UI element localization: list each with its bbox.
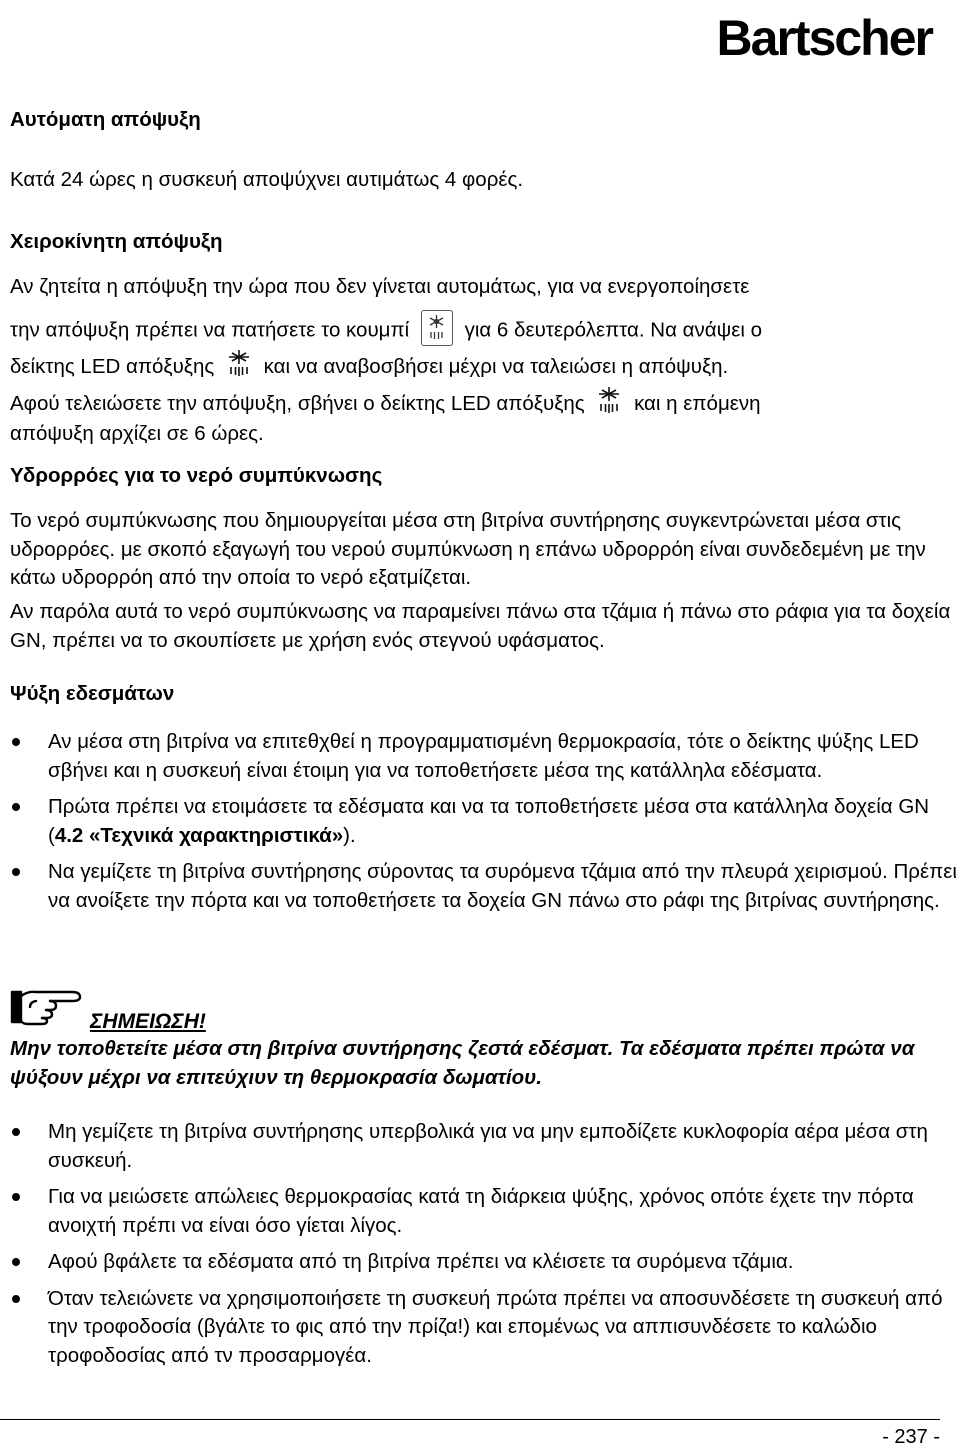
pointing-hand-icon bbox=[10, 988, 86, 1028]
heading-manual-defrost: Χειροκίνητη απόψυξη bbox=[10, 230, 223, 253]
manual-line-2 bbox=[10, 316, 955, 346]
manual-line-3a: δείκτης LED απόξυξης bbox=[10, 355, 215, 378]
page-number: - 237 - bbox=[0, 1419, 940, 1449]
manual-line-3b: και να αναβοσβήσει μέχρι να ταλειώσει η απόψυξη. bbox=[263, 355, 729, 378]
snowflake-drip-icon bbox=[224, 348, 254, 378]
heading-cooling: Ψύξη εδεσμάτων bbox=[10, 682, 175, 705]
note-body: Μην τοποθετείτε μέσα στη βιτρίνα συντήρησης ζεστά εδέσματ. Τα εδέσματα πρέπει πρώτα να ψύξουν μέχρι να επιτεύχιυν τη θερμοκρασία δωματίου. bbox=[10, 1037, 915, 1089]
snowflake-drip-icon bbox=[594, 385, 624, 415]
list-item: Μη γεμίζετε τη βιτρίνα συντήρησης υπερβολικά για να μην εμποδίζετε κυκλοφορία αέρα μέσα στη συσκευή. bbox=[10, 1118, 960, 1175]
auto-defrost-text: Κατά 24 ώρες η συσκευή αποψύχνει αυτιμάτως 4 φορές. bbox=[10, 168, 524, 191]
manual-line-3 bbox=[10, 353, 955, 382]
manual-line-1: Αν ζητείτα η απόψυξη την ώρα που δεν γίνεται αυτομάτως, για να ενεργοποίησετε bbox=[10, 275, 750, 298]
manual-line-2a: την απόψυξη πρέπει να πατήσετε το κουμπί bbox=[10, 318, 410, 342]
cooling-list bbox=[10, 728, 960, 915]
note-title: ΣΗΜΕΙΩΣΗ! bbox=[90, 1010, 206, 1033]
cooling-bullet2-text: Πρώτα πρέπει να ετοιμάσετε τα εδέσματα και να τα τοποθετήσετε μέσα στα κατάλληλα δοχεία GN ( bbox=[48, 795, 930, 847]
heading-auto-defrost: Αυτόματη απόψυξη bbox=[10, 108, 201, 131]
manual-line-5: απόψυξη αρχίζει σε 6 ώρες. bbox=[10, 422, 264, 445]
gutters-para-1: Το νερό συμπύκνωσης που δημιουργείται μέσα στη βιτρίνα συντήρησης συγκεντρώνεται μέσα στις υδρορρόες. με σκοπό εξαγωγή του νερού συμπύκνωση η επάνω υδρορρόη είναι συνδεδεμένη με την κάτω υδρορρόη από την οποία το νερό εξατμίζεται. bbox=[10, 509, 926, 589]
bartscher-logo bbox=[717, 8, 932, 68]
list-item: Όταν τελειώνετε να χρησιμοποιήσετε τη συσκευή πρώτα πρέπει να αποσυνδέσετε τη συσκευή από την τροφοδοσία (βγάλτε το φις από την πρίζα!) και επομένως να αππισυνδέσετε το καλώδιο τροφοδοσίας από τν προσαρμογέα. bbox=[10, 1285, 960, 1371]
heading-gutters: Υδρορρόες για το νερό συμπύκνωσης bbox=[10, 464, 383, 487]
gutters-para-2: Αν παρόλα αυτά το νερό συμπύκνωσης να παραμείνει πάνω στα τζάμια ή πάνω στο ράφια για τα δοχεία GN, πρέπει να το σκουπίσετε με χρήση ενός στεγνού υφάσματος. bbox=[10, 600, 951, 652]
manual-line-4a: Αφού τελειώσετε την απόψυξη, σβήνει ο δείκτης LED απόξυξης bbox=[10, 392, 585, 415]
list-item bbox=[10, 793, 960, 850]
cooling-bullet2-end: ). bbox=[343, 823, 356, 847]
list-item: Για να μειώσετε απώλειες θερμοκρασίας κατά τη διάρκεια ψύξης, χρόνος οπότε έχετε την πόρτα ανοιχτή πρέπι να είναι όσο γίεται λίγος. bbox=[10, 1183, 960, 1240]
manual-line-2b: για 6 δευτερόλεπτα. Να ανάψει ο bbox=[464, 318, 762, 342]
defrost-button-icon bbox=[421, 310, 453, 346]
logo-text: Bartscher bbox=[716, 10, 932, 66]
cooling-bullet2-ref: 4.2 «Τεχνικά χαρακτηριστικά» bbox=[54, 823, 344, 847]
list-item: Να γεμίζετε τη βιτρίνα συντήρησης σύροντας τα συρόμενα τζάμια από την πλευρά χειρισμού. Πρέπει να ανοίξετε την πόρτα και να τοποθετήσετε τα δοχεία GN πάνω στο ράφι της βιτρίνας συντήρησης. bbox=[10, 858, 960, 915]
tips-list bbox=[10, 1118, 960, 1370]
list-item: Αν μέσα στη βιτρίνα να επιτεθχθεί η προγραμματισμένη θερμοκρασία, τότε ο δείκτης ψύξης LED σβήνει και η συσκευή είναι έτοιμη για να τοποθετήσετε μέσα της κατάλληλα εδέσματα. bbox=[10, 728, 960, 785]
manual-line-4b: και η επόμενη bbox=[634, 392, 761, 415]
manual-line-4 bbox=[10, 390, 955, 419]
list-item: Αφού βφάλετε τα εδέσματα από τη βιτρίνα πρέπει να κλέισετε τα συρόμενα τζάμια. bbox=[10, 1248, 960, 1277]
